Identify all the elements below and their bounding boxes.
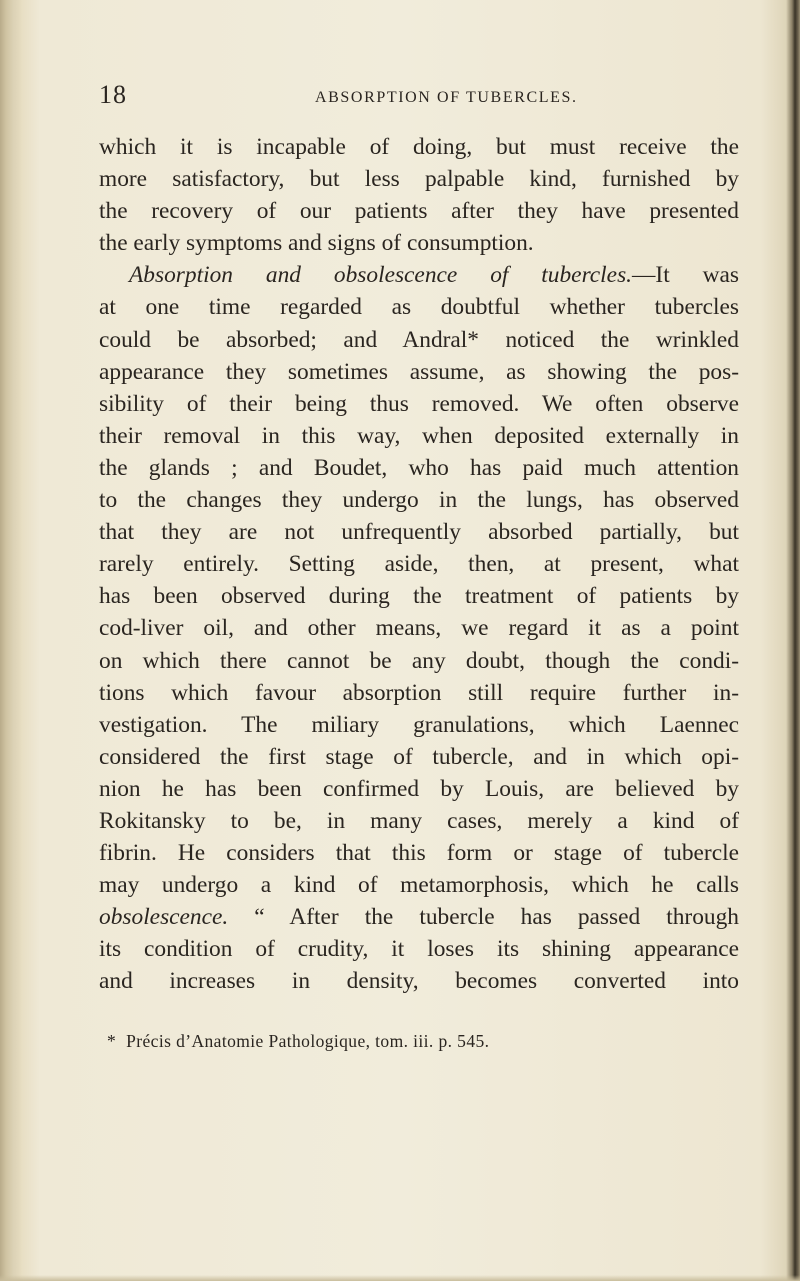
term-line — [99, 901, 739, 933]
text-line: appearance they sometimes assume, as showing the pos- — [99, 358, 739, 385]
text-line: at one time regarded as doubtful whether tubercles — [99, 294, 739, 321]
text-line: vestigation. The miliary granulations, which Laennec — [99, 711, 739, 738]
section-heading: Absorption and obsolescence of tubercles. — [129, 262, 633, 289]
text-line: cod-liver oil, and other means, we regard it as a point — [99, 615, 739, 642]
page-edge — [786, 0, 800, 1281]
running-title: ABSORPTION OF TUBERCLES. — [315, 89, 578, 106]
text-line: rarely entirely. Setting aside, then, at present, what — [99, 551, 739, 578]
text-fragment: “ After the tubercle has passed through — [254, 904, 739, 931]
text-line: the early symptoms and signs of consumption. — [99, 230, 534, 257]
text-line: could be absorbed; and Andral* noticed the wrinkled — [99, 326, 739, 353]
text-line: considered the first stage of tubercle, and in which opi- — [99, 743, 739, 770]
body-text — [99, 131, 739, 998]
text-line: Rokitansky to be, in many cases, merely a kind of — [99, 807, 739, 834]
footnote-text: Précis d’Anatomie Pathologique, tom. iii. p. 545. — [126, 1031, 490, 1051]
page-number: 18 — [99, 80, 127, 109]
text-line: the glands ; and Boudet, who has paid much attention — [99, 454, 739, 481]
text-line: more satisfactory, but less palpable kind, furnished by — [99, 166, 739, 193]
text-line: that they are not unfrequently absorbed partially, but — [99, 519, 739, 546]
text-line: which it is incapable of doing, but must receive the — [99, 134, 739, 160]
text-line: their removal in this way, when deposited externally in — [99, 422, 739, 449]
text-line: its condition of crudity, it loses its shining appearance — [99, 936, 739, 963]
binding-gutter — [0, 0, 22, 1281]
section-heading-line — [99, 259, 739, 291]
text-line: on which there cannot be any doubt, though the condi- — [99, 647, 739, 674]
text-line: fibrin. He considers that this form or stage of tubercle — [99, 840, 739, 867]
text-line: sibility of their being thus removed. We often observe — [99, 390, 739, 417]
bottom-edge — [0, 1275, 800, 1281]
italic-term: obsolescence. — [99, 904, 229, 931]
text-line: the recovery of our patients after they have presented — [99, 198, 739, 225]
text-line: and increases in density, becomes converted into — [99, 968, 739, 995]
text-line: may undergo a kind of metamorphosis, which he calls — [99, 872, 739, 899]
text-line: nion he has been confirmed by Louis, are believed by — [99, 775, 739, 802]
text-line: has been observed during the treatment of patients by — [99, 583, 739, 610]
running-head — [99, 80, 739, 114]
footnote-mark: * — [107, 1031, 117, 1051]
text-line: to the changes they undergo in the lungs, has observed — [99, 487, 739, 514]
text-fragment: —It was — [632, 262, 739, 289]
text-line: tions which favour absorption still require further in- — [99, 679, 739, 706]
footnote — [107, 1031, 747, 1052]
